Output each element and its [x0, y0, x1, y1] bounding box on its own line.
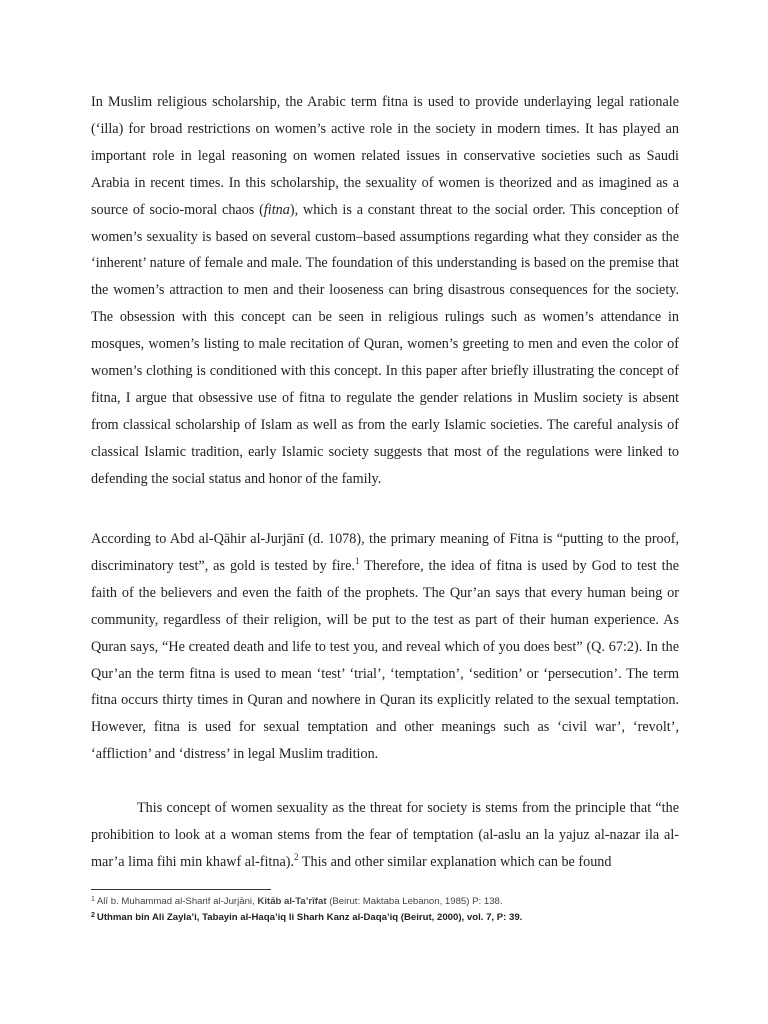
- paragraph-text: This and other similar explanation which can be found: [298, 853, 612, 870]
- paragraph-women-sexuality: [91, 795, 679, 876]
- paragraph-text: ), which is a constant threat to the social order. This conception of women’s sexuality is based on several custom–based assumptions regarding what they consider as the ‘inherent’ nature of female and male. The foundation of this understanding is based on the premise that the women’s attraction to men and their looseness can bring disastrous consequences for the society. The obsession with this concept can be seen in religious rulings such as women’s attendance in mosques, women’s listing to male recitation of Quran, women’s greeting to men and even the color of women’s clothing is conditioned with this concept. In this paper after briefly illustrating the concept of fitna, I argue that obsessive use of fitna to regulate the gender relations in Muslim society is absent from classical scholarship of Islam as well as from the early Islamic societies. The careful analysis of classical Islamic tradition, early Islamic society suggests that most of the regulations were linked to defending the social status and honor of the family.: [91, 201, 679, 487]
- footnote-separator: [91, 889, 271, 890]
- footnote-reference-1[interactable]: 1: [354, 555, 360, 566]
- footnote-1: [91, 895, 691, 909]
- footnote-citation: (Beirut: Maktaba Lebanon, 1985) P: 138.: [326, 896, 503, 907]
- footnote-2: [91, 911, 691, 925]
- paragraph-text: Therefore, the idea of fitna is used by God to test the faith of the believers and even the faith of the prophets. The Qur’an says that every human being or community, regardless of their religion, will be put to the test as part of their human experience. As Quran says, “He created death and life to test you, and reveal which of you does best” (Q. 67:2). In the Qur’an the term fitna is used to mean ‘test’ ‘trial’, ‘temptation’, ‘sedition’ or ‘persecution’. The term fitna occurs thirty times in Quran and nowhere in Quran its explicitly related to the sexual temptation. However, fitna is used for sexual temptation and other meanings such as ‘civil war’, ‘revolt’, ‘affliction’ and ‘distress’ in legal Muslim tradition.: [91, 557, 679, 763]
- footnote-reference-2[interactable]: 2: [294, 851, 299, 862]
- paragraph-fitna-intro: [91, 89, 679, 493]
- italic-term-fitna: fitna: [263, 201, 290, 218]
- paragraph-text: In Muslim religious scholarship, the Arabic term fitna is used to provide underlaying legal rationale (‘illa) for broad restrictions on women’s active role in the society in modern times. It has played an important role in legal reasoning on women related issues in conservative societies such as Saudi Arabia in recent times. In this scholarship, the sexuality of women is theorized and as imagined as a source of socio-moral chaos (: [91, 94, 679, 218]
- footnote-marker: 1: [91, 896, 95, 903]
- footnote-text: Uthman bin Ali Zayla’i, Tabayin al-Haqa’iq li Sharh Kanz al-Daqa’iq (Beirut, 2000), vol. 7, P: 39.: [96, 912, 523, 923]
- paragraph-text: According to Abd al-Qāhir al-Jurjānī (d. 1078), the primary meaning of Fitna is “putting to the proof, discriminatory test”, as gold is tested by fire.: [91, 531, 679, 574]
- footnote-author: Alī b. Muhammad al-Sharif al-Jurjāni,: [96, 896, 258, 907]
- footnote-title: Kitāb al-Ta’rīfat: [257, 896, 327, 907]
- paragraph-text: This concept of women sexuality as the threat for society is stems from the principle that “the prohibition to look at a woman stems from the fear of temptation (al-aslu an la yajuz al-nazar ila al-mar’a lima fihi min khawf al-fitna).: [91, 800, 679, 870]
- paragraph-fitna-meaning: [91, 526, 679, 768]
- footnote-marker: 2: [91, 912, 95, 919]
